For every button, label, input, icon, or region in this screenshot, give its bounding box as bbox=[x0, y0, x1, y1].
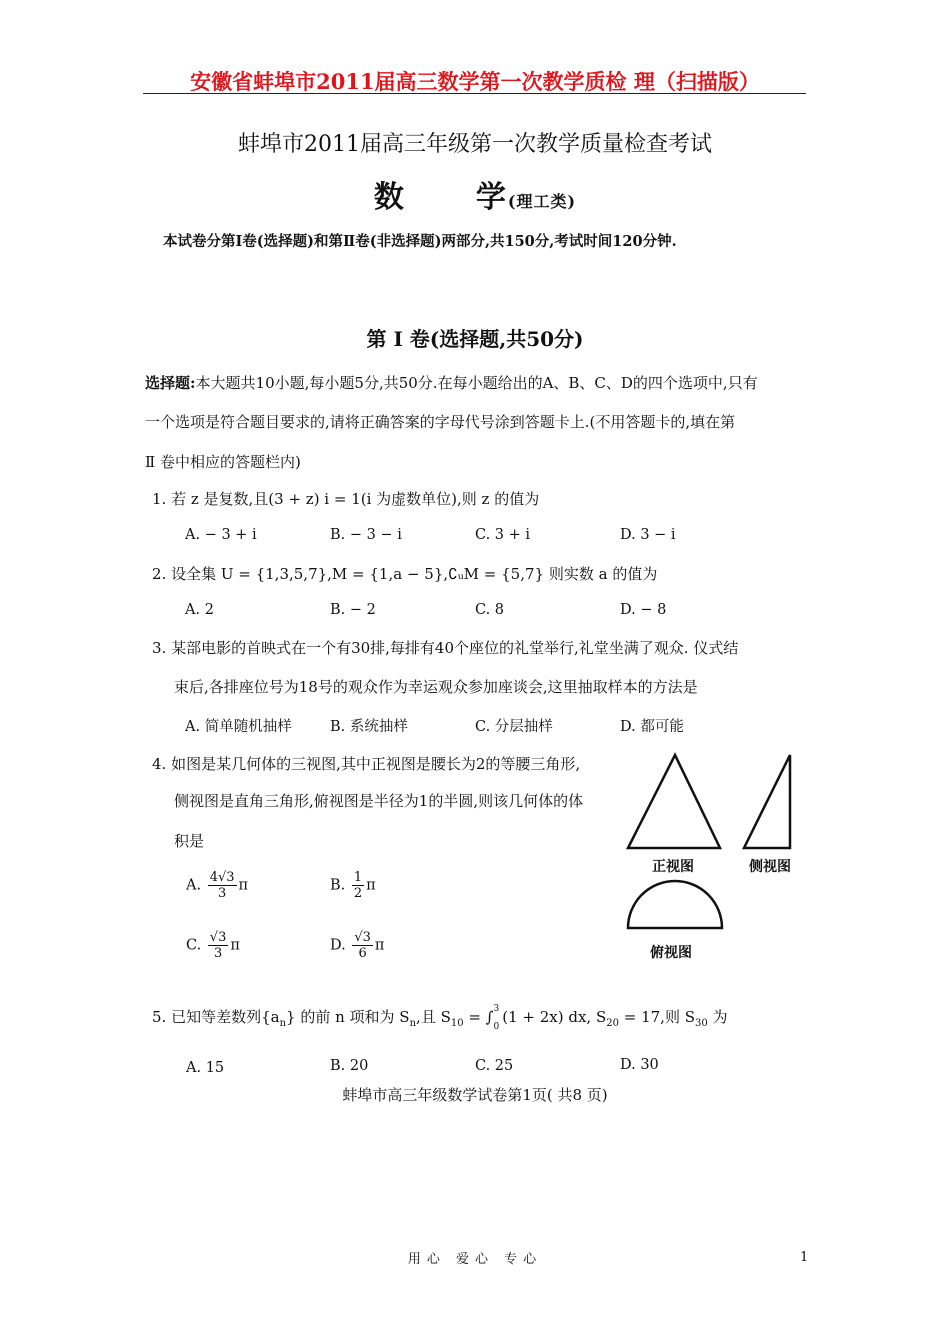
instructions-line-3: Ⅱ 卷中相应的答题栏内) bbox=[145, 453, 301, 471]
subject-char-right: 学 bbox=[475, 180, 508, 215]
question-1-option-b: B. − 3 − i bbox=[330, 527, 402, 543]
fraction: $\frac{√3}{6}$ bbox=[354, 930, 371, 961]
part-heading: 第 Ⅰ 卷(选择题,共50分) bbox=[366, 327, 584, 351]
question-4-option-b: B. $\frac{1}{2}$ π bbox=[330, 870, 376, 901]
exam-title: 蚌埠市2011届高三年级第一次教学质量检查考试 bbox=[238, 132, 712, 157]
front-view-triangle bbox=[628, 755, 720, 848]
instructions-line-1: 选择题:本大题共10小题,每小题5分,共50分.在每小题给出的A、B、C、D的四个选项中,只有 bbox=[145, 374, 758, 392]
integral-lower-limit: 0 bbox=[493, 1022, 500, 1032]
integral-upper-limit: 3 bbox=[493, 1004, 500, 1014]
question-1-stem: 1. 若 z 是复数,且(3 + z) i = 1(i 为虚数单位),则 z 的值为 bbox=[152, 490, 540, 508]
question-3-line-1: 3. 某部电影的首映式在一个有30排,每排有40个座位的礼堂举行,礼堂坐满了观众. 仪式结 bbox=[152, 639, 739, 657]
question-2-option-d: D. − 8 bbox=[620, 602, 667, 618]
page-number: 1 bbox=[800, 1250, 809, 1265]
question-3-option-d: D. 都可能 bbox=[620, 719, 684, 735]
question-5-option-d: D. 30 bbox=[620, 1057, 659, 1073]
fraction: $\frac{1}{2}$ bbox=[353, 870, 363, 901]
question-4-line-2: 侧视图是直角三角形,俯视图是半径为1的半圆,则该几何体的体 bbox=[174, 792, 584, 810]
question-3-line-2: 束后,各排座位号为18号的观众作为幸运观众参加座谈会,这里抽取样本的方法是 bbox=[174, 678, 698, 696]
instructions-lead: 选择题: bbox=[145, 374, 196, 392]
question-4-line-3: 积是 bbox=[174, 832, 205, 850]
exam-page-footer: 蚌埠市高三年级数学试卷第1页( 共8 页) bbox=[342, 1086, 608, 1104]
question-1-option-a: A. − 3 + i bbox=[185, 527, 257, 543]
fraction: $\frac{4√3}{3}$ bbox=[209, 870, 235, 901]
banner-rule bbox=[143, 93, 806, 94]
footer-motto: 用心 爱心 专心 bbox=[407, 1252, 543, 1267]
question-3-option-b: B. 系统抽样 bbox=[330, 719, 408, 735]
question-2-option-b: B. − 2 bbox=[330, 602, 376, 618]
question-4-line-1: 4. 如图是某几何体的三视图,其中正视图是腰长为2的等腰三角形, bbox=[152, 755, 581, 773]
top-view-label: 俯视图 bbox=[650, 945, 692, 961]
front-view-label: 正视图 bbox=[652, 859, 694, 875]
question-4-option-c: C. $\frac{√3}{3}$ π bbox=[186, 930, 240, 961]
question-4-option-a: A. $\frac{4√3}{3}$ π bbox=[186, 870, 249, 901]
side-view-triangle bbox=[744, 755, 790, 848]
side-view-label: 侧视图 bbox=[749, 859, 791, 875]
subject-char-left: 数 bbox=[373, 180, 406, 215]
question-1-option-c: C. 3 + i bbox=[475, 527, 531, 543]
instructions-line-2: 一个选项是符合题目要求的,请将正确答案的字母代号涂到答题卡上.(不用答题卡的,填在第 bbox=[145, 413, 736, 431]
question-5-option-c: C. 25 bbox=[475, 1058, 514, 1074]
question-4-option-d: D. $\frac{√3}{6}$ π bbox=[330, 930, 385, 961]
question-5-option-a: A. 15 bbox=[186, 1060, 225, 1076]
question-5-stem: 5. 已知等差数列$\{a_n\}$ 的前 n 项和为 $S_n$,且 $S_{10}$ = ∫ 3 0 (1 + 2x) dx, $S_{20} = 17$,则 $S_{30}$ 为 bbox=[152, 1004, 728, 1032]
question-1-option-d: D. 3 − i bbox=[620, 527, 676, 543]
question-2-option-a: A. 2 bbox=[185, 602, 214, 618]
question-2-stem: 2. 设全集 U = {1,3,5,7},M = {1,a − 5},∁ᵤM = {5,7} 则实数 a 的值为 bbox=[152, 565, 658, 583]
top-view-semicircle bbox=[628, 881, 722, 928]
subject-heading bbox=[0, 172, 950, 216]
exam-intro: 本试卷分第Ⅰ卷(选择题)和第Ⅱ卷(非选择题)两部分,共150分,考试时间120分钟. bbox=[163, 233, 677, 250]
question-5-option-b: B. 20 bbox=[330, 1058, 369, 1074]
question-2-option-c: C. 8 bbox=[475, 602, 505, 618]
fraction: $\frac{√3}{3}$ bbox=[209, 930, 227, 961]
subject-category: (理工类) bbox=[507, 192, 577, 211]
question-3-option-a: A. 简单随机抽样 bbox=[185, 719, 292, 735]
question-3-option-c: C. 分层抽样 bbox=[475, 719, 553, 735]
document-banner-title: 安徽省蚌埠市2011届高三数学第一次教学质检 理（扫描版） bbox=[190, 69, 760, 94]
